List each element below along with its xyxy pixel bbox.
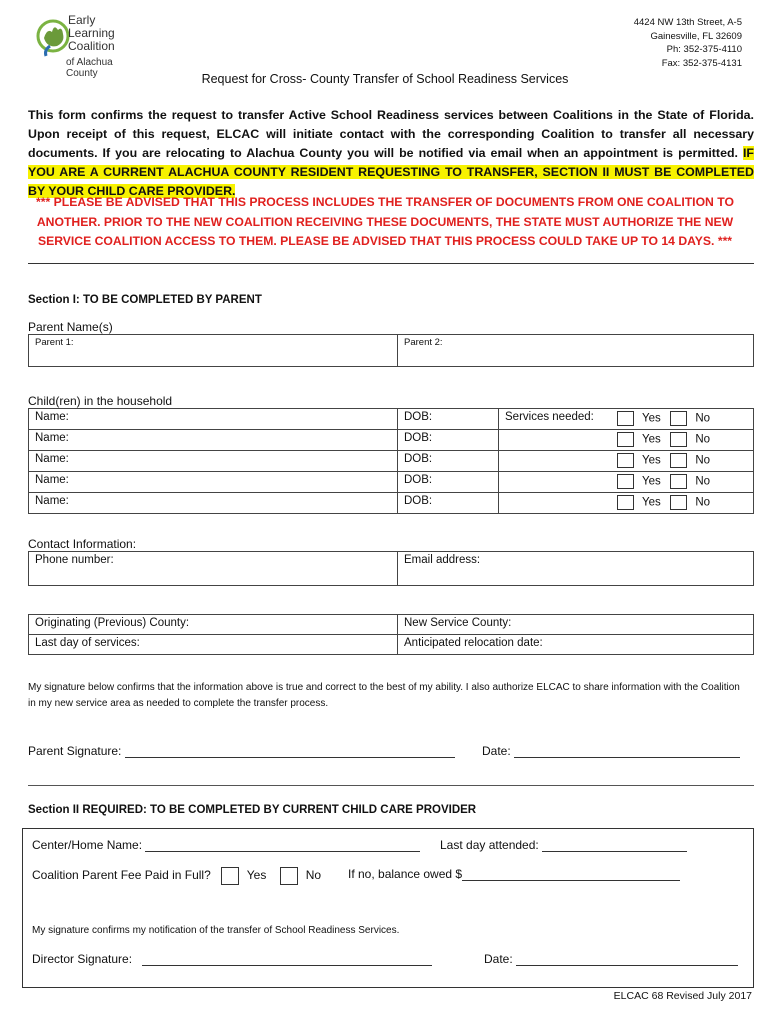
no-label: No	[695, 433, 711, 446]
last-attended-line[interactable]	[542, 838, 687, 852]
parent-signature-label: Parent Signature:	[28, 744, 122, 758]
center-name-row	[32, 838, 420, 852]
contact-label: Contact Information:	[28, 537, 137, 551]
last-attended-row	[440, 838, 687, 852]
services-label: Services needed:	[505, 411, 594, 423]
contact-table	[28, 551, 754, 586]
balance-label: If no, balance owed $	[348, 867, 463, 881]
parent-signature-row	[28, 744, 455, 758]
center-name-label: Center/Home Name:	[32, 838, 143, 852]
child-dob-field[interactable]: DOB:	[398, 409, 499, 430]
section2-title: Section II REQUIRED: TO BE COMPLETED BY CURRENT CHILD CARE PROVIDER	[28, 804, 477, 816]
fee-yes-checkbox[interactable]	[221, 867, 239, 885]
logo-subtitle: of Alachua County	[66, 57, 113, 79]
yes-checkbox[interactable]	[617, 495, 634, 510]
yes-label: Yes	[642, 412, 661, 425]
director-date-label: Date:	[484, 952, 513, 966]
no-label: No	[695, 475, 711, 488]
parent2-field[interactable]: Parent 2:	[398, 335, 754, 367]
child-dob-field[interactable]: DOB:	[398, 430, 499, 451]
orig-county-field[interactable]: Originating (Previous) County:	[29, 615, 398, 635]
services-cell	[499, 472, 612, 493]
consent-text: My signature below confirms that the information above is true and correct to the best of my ability. I also authorize ELCAC to share information with the Coalition in my new service area as needed to complete the transfer process.	[28, 682, 740, 709]
parent1-field[interactable]: Parent 1:	[29, 335, 398, 367]
parent-signature-line[interactable]	[125, 744, 455, 758]
hands-icon	[36, 16, 70, 60]
fee-row	[32, 867, 321, 885]
center-name-line[interactable]	[145, 838, 420, 852]
last-attended-label: Last day attended:	[440, 838, 539, 852]
no-checkbox[interactable]	[670, 453, 687, 468]
no-checkbox[interactable]	[670, 495, 687, 510]
yes-checkbox[interactable]	[617, 453, 634, 468]
section1-title: Section I: TO BE COMPLETED BY PARENT	[28, 294, 262, 306]
form-title: Request for Cross- County Transfer of School Readiness Services	[201, 72, 569, 86]
divider	[28, 785, 754, 786]
warning-notice: *** PLEASE BE ADVISED THAT THIS PROCESS INCLUDES THE TRANSFER OF DOCUMENTS FROM ONE COALITION TO ANOTHER. PRIOR TO THE NEW COALITION RECEIVING THESE DOCUMENTS, THE STATE MUST AUTHORIZE THE NEW SERVICE COALITION ACCESS TO THEM. PLEASE BE ADVISED THAT THIS PROCESS COULD TAKE UP TO 14 DAYS. ***	[36, 195, 734, 248]
no-label: No	[695, 454, 711, 467]
child-name-field[interactable]: Name:	[29, 472, 398, 493]
services-cell	[499, 430, 612, 451]
services-options	[611, 430, 754, 451]
address-street: 4424 NW 13th Street, A-5	[633, 17, 742, 28]
services-cell	[499, 493, 612, 514]
children-label: Child(ren) in the household	[28, 394, 173, 408]
last-day-field[interactable]: Last day of services:	[29, 635, 398, 655]
no-checkbox[interactable]	[670, 474, 687, 489]
email-field[interactable]: Email address:	[398, 552, 754, 586]
yes-label: Yes	[642, 475, 661, 488]
balance-line[interactable]	[462, 867, 680, 881]
new-county-field[interactable]: New Service County:	[398, 615, 754, 635]
no-checkbox[interactable]	[670, 432, 687, 447]
children-table	[28, 408, 754, 514]
parent-date-row	[482, 744, 740, 758]
address-city: Gainesville, FL 32609	[650, 30, 742, 42]
fee-no-checkbox[interactable]	[280, 867, 298, 885]
yes-checkbox[interactable]	[617, 432, 634, 447]
no-checkbox[interactable]	[670, 411, 687, 426]
director-date-line[interactable]	[516, 952, 738, 966]
yes-label: Yes	[642, 454, 661, 467]
elc-logo	[36, 12, 146, 79]
parent-date-line[interactable]	[514, 744, 740, 758]
org-address	[634, 16, 742, 70]
address-phone: Ph: 352-375-4110	[666, 44, 742, 55]
logo-line: Learning	[68, 26, 115, 40]
services-options	[611, 493, 754, 514]
yes-label: Yes	[642, 433, 661, 446]
balance-row	[348, 867, 680, 881]
yes-checkbox[interactable]	[617, 411, 634, 426]
intro-paragraph	[28, 106, 754, 201]
director-signature-label: Director Signature:	[32, 952, 133, 966]
intro-highlight: IF YOU ARE A CURRENT ALACHUA COUNTY RESIDENT REQUESTING TO TRANSFER, SECTION II MUST BE COMPLETED BY YOUR CHILD CARE PROVIDER.	[28, 146, 754, 198]
parent-names-table	[28, 334, 754, 367]
notify-text: My signature confirms my notification of the transfer of School Readiness Services.	[32, 925, 400, 936]
child-name-field[interactable]: Name:	[29, 451, 398, 472]
logo-line: Coalition	[68, 39, 115, 53]
services-options	[611, 451, 754, 472]
phone-field[interactable]: Phone number:	[29, 552, 398, 586]
intro-text: This form confirms the request to transfer Active School Readiness services between Coalitions in the State of Florida. Upon receipt of this request, ELCAC will initiate contact with the corresponding Coalition to transfer all necessary documents. If you are relocating to Alachua County you will be notified via email when an appointment is permitted.	[28, 108, 754, 160]
services-options	[611, 472, 754, 493]
child-dob-field[interactable]: DOB:	[398, 493, 499, 514]
reloc-date-field[interactable]: Anticipated relocation date:	[398, 635, 754, 655]
address-fax: Fax: 352-375-4131	[661, 57, 742, 69]
parent-date-label: Date:	[482, 744, 511, 758]
no-label: No	[695, 496, 711, 509]
services-cell	[499, 409, 612, 430]
child-name-field[interactable]: Name:	[29, 409, 398, 430]
county-table	[28, 614, 754, 655]
yes-label: Yes	[642, 496, 661, 509]
director-date-row	[484, 952, 738, 966]
services-options	[611, 409, 754, 430]
divider	[28, 263, 754, 264]
child-name-field[interactable]: Name:	[29, 493, 398, 514]
child-dob-field[interactable]: DOB:	[398, 451, 499, 472]
parent-names-label: Parent Name(s)	[28, 320, 113, 334]
child-dob-field[interactable]: DOB:	[398, 472, 499, 493]
form-footer: ELCAC 68 Revised July 2017	[613, 990, 752, 1002]
director-signature-line[interactable]	[142, 952, 432, 966]
services-cell	[499, 451, 612, 472]
fee-no-label: No	[305, 868, 322, 883]
director-signature-row	[32, 952, 432, 966]
child-name-field[interactable]: Name:	[29, 430, 398, 451]
fee-yes-label: Yes	[246, 868, 267, 883]
logo-line: Early	[68, 13, 96, 27]
no-label: No	[695, 412, 711, 425]
fee-paid-label: Coalition Parent Fee Paid in Full?	[32, 868, 211, 883]
yes-checkbox[interactable]	[617, 474, 634, 489]
